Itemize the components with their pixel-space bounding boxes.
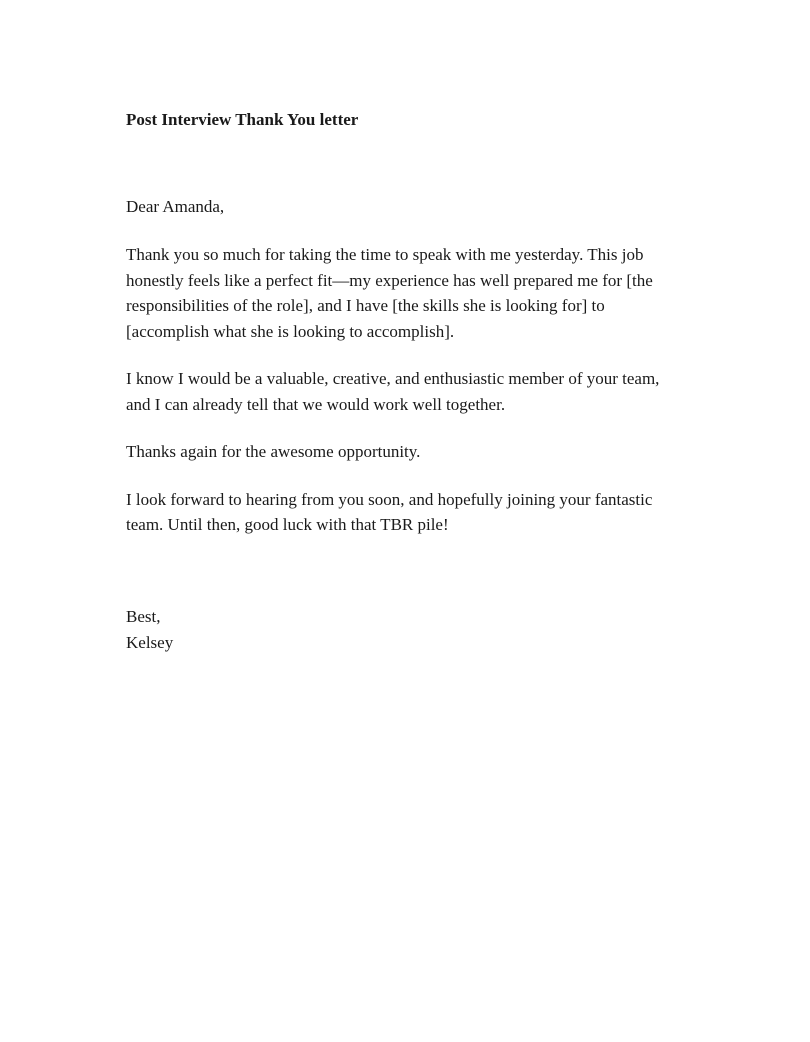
letter-body [126, 108, 686, 656]
letter-closing: Best, [126, 606, 161, 626]
letter-signature: Kelsey [126, 632, 174, 652]
letter-paragraph-2: I know I would be a valuable, creative, and enthusiastic member of your team, and I can already tell that we would work well together. [126, 369, 660, 414]
letter-paragraph-1: Thank you so much for taking the time to speak with me yesterday. This job honestly feels like a perfect fit—my experience has well prepared me for [the responsibilities of the role], and I have [the skills she is looking for] to [accomplish what she is looking to accomplish]. [126, 245, 653, 341]
letter-paragraph-3: Thanks again for the awesome opportunity. [126, 442, 421, 461]
letter-salutation: Dear Amanda, [126, 197, 225, 216]
letter-title: Post Interview Thank You letter [126, 110, 359, 129]
letter-paragraph-4: I look forward to hearing from you soon, and hopefully joining your fantastic team. Until then, good luck with that TBR pile! [126, 489, 653, 534]
